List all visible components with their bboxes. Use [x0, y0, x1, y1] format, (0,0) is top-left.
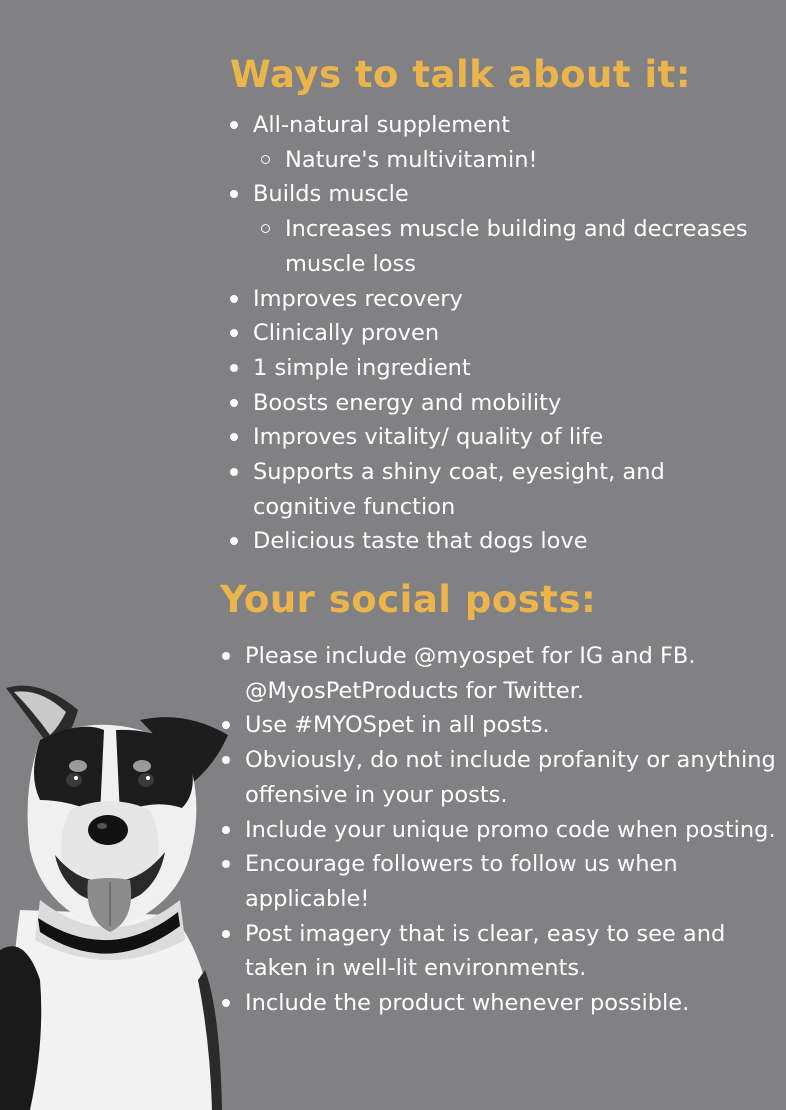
list-item: Please include @myospet for IG and FB. @MyosPetProducts for Twitter.	[220, 639, 776, 708]
sub-list-item: Nature's multivitamin!	[228, 143, 748, 178]
sub-list-item: Increases muscle building and decreases muscle loss	[228, 212, 748, 281]
list-item: Builds muscle	[228, 177, 748, 212]
list-item: Obviously, do not include profanity or anything offensive in your posts.	[220, 743, 776, 812]
ways-list	[228, 108, 748, 559]
list-item: Include the product whenever possible.	[220, 986, 776, 1021]
list-item: Supports a shiny coat, eyesight, and cognitive function	[228, 455, 748, 524]
list-item: Encourage followers to follow us when applicable!	[220, 847, 776, 916]
list-item: All-natural supplement	[228, 108, 748, 143]
list-item: Boosts energy and mobility	[228, 386, 748, 421]
list-item: Include your unique promo code when posting.	[220, 813, 776, 848]
ways-heading: Ways to talk about it:	[230, 53, 692, 96]
social-list	[220, 639, 776, 1021]
social-heading: Your social posts:	[220, 578, 597, 621]
list-item: Delicious taste that dogs love	[228, 524, 748, 559]
list-item: Post imagery that is clear, easy to see and taken in well-lit environments.	[220, 917, 776, 986]
list-item: Clinically proven	[228, 316, 748, 351]
list-item: 1 simple ingredient	[228, 351, 748, 386]
list-item: Improves recovery	[228, 282, 748, 317]
list-item: Use #MYOSpet in all posts.	[220, 708, 776, 743]
list-item: Improves vitality/ quality of life	[228, 420, 748, 455]
dog-photo	[0, 680, 230, 1110]
